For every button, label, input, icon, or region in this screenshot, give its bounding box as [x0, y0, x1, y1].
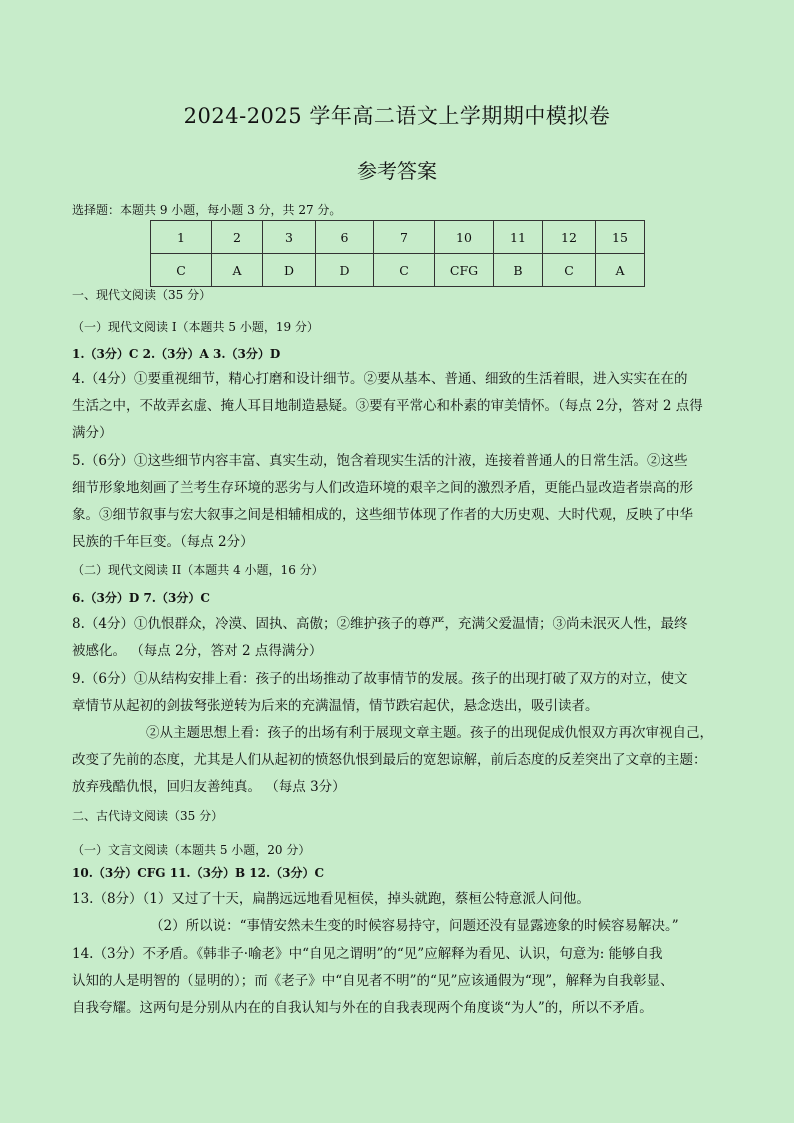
table-cell: 12 — [543, 221, 596, 254]
answer-q9 — [72, 666, 724, 801]
answer-table — [150, 220, 645, 287]
subsection-heading: （一）文言文阅读（本题共 5 小题，20 分） — [72, 843, 311, 857]
table-cell: C — [151, 254, 212, 287]
table-cell: C — [543, 254, 596, 287]
table-cell: D — [263, 254, 316, 287]
table-cell: C — [374, 254, 435, 287]
table-cell: B — [494, 254, 543, 287]
answer-line: 满分） — [72, 425, 113, 441]
table-cell: 6 — [316, 221, 374, 254]
answer-line: 8.（4分）①仇恨群众，冷漠、固执、高傲；②维护孩子的尊严，充满父爱温情；③尚未泯灭人性，最终 — [72, 616, 688, 632]
answer-q13 — [72, 886, 724, 940]
table-cell: 2 — [212, 221, 263, 254]
page-subtitle: 参考答案 — [357, 159, 437, 183]
answer-line: 改变了先前的态度，尤其是人们从起初的愤怒仇恨到最后的宽恕谅解，前后态度的反差突出了文章的主题： — [72, 752, 707, 768]
section-heading: 一、现代文阅读（35 分） — [72, 288, 212, 302]
table-cell: 7 — [374, 221, 435, 254]
answer-line: 生活之中，不故弄玄虚、掩人耳目地制造悬疑。③要有平常心和朴素的审美情怀。（每点 2分，答对 2 点得 — [72, 398, 703, 414]
answer-line: 自我夸耀。这两句是分别从内在的自我认知与外在的自我表现两个角度谈“为人”的，所以不矛盾。 — [72, 1000, 653, 1016]
answer-line: 象。③细节叙事与宏大叙事之间是相辅相成的，这些细节体现了作者的大历史观、大时代观，反映了中华 — [72, 507, 693, 523]
page-title: 2024-2025 学年高二语文上学期期中模拟卷 — [183, 104, 611, 128]
table-cell: 1 — [151, 221, 212, 254]
table-cell: A — [212, 254, 263, 287]
choice-intro: 选择题：本题共 9 小题，每小题 3 分，共 27 分。 — [72, 203, 342, 217]
answer-line: 10.（3分）CFG 11.（3分）B 12.（3分）C — [72, 866, 325, 880]
table-header-row — [151, 221, 645, 254]
answer-q5 — [72, 448, 724, 556]
answer-line: 民族的千年巨变。（每点 2分） — [72, 534, 254, 550]
subsection-heading: （一）现代文阅读 I（本题共 5 小题，19 分） — [72, 320, 319, 334]
answer-line: 1.（3分）C 2.（3分）A 3.（3分）D — [72, 347, 281, 361]
section-heading: 二、古代诗文阅读（35 分） — [72, 809, 224, 823]
answer-line: 5.（6分）①这些细节内容丰富、真实生动，饱含着现实生活的汁液，连接着普通人的日常生活。②这些 — [72, 453, 688, 469]
table-cell: D — [316, 254, 374, 287]
answer-line: 14.（3分）不矛盾。《韩非子·喻老》中“自见之谓明”的“见”应解释为看见、认识，句意为: 能够自我 — [72, 946, 663, 962]
table-cell: A — [596, 254, 645, 287]
answer-q14 — [72, 941, 724, 1022]
table-answer-row — [151, 254, 645, 287]
answer-line: ②从主题思想上看：孩子的出场有利于展现文章主题。孩子的出现促成仇恨双方再次审视自己， — [146, 725, 713, 741]
answer-line: 9.（6分）①从结构安排上看：孩子的出场推动了故事情节的发展。孩子的出现打破了双方的对立，使文 — [72, 671, 688, 687]
answer-q8 — [72, 611, 724, 665]
answer-line: 章情节从起初的剑拔弩张逆转为后来的充满温情，情节跌宕起伏，悬念迭出，吸引读者。 — [72, 698, 599, 714]
answer-line: 细节形象地刻画了兰考生存环境的恶劣与人们改造环境的艰辛之间的激烈矛盾，更能凸显改造者崇高的形 — [72, 480, 693, 496]
subsection-heading: （二）现代文阅读 II（本题共 4 小题，16 分） — [72, 563, 324, 577]
table-cell: 3 — [263, 221, 316, 254]
answer-line: 认知的人是明智的（显明的）；而《老子》中“自见者不明”的“见”应该通假为“现”，解释为自我彰显、 — [72, 973, 674, 989]
answer-line: 放弃残酷仇恨，回归友善纯真。 （每点 3分） — [72, 779, 346, 795]
answer-line: 被感化。 （每点 2分，答对 2 点得满分） — [72, 643, 323, 659]
table-cell: 15 — [596, 221, 645, 254]
answer-q4 — [72, 366, 724, 447]
answer-line: 6.（3分）D 7.（3分）C — [72, 591, 210, 605]
table-cell: CFG — [435, 254, 494, 287]
table-cell: 10 — [435, 221, 494, 254]
answer-line: 4.（4分）①要重视细节，精心打磨和设计细节。②要从基本、普通、细致的生活着眼，进入实实在在的 — [72, 371, 688, 387]
table-cell: 11 — [494, 221, 543, 254]
answer-line: 13.（8分）（1）又过了十天，扁鹊远远地看见桓侯，掉头就跑，蔡桓公特意派人问他。 — [72, 891, 590, 907]
answer-line: （2）所以说：“事情安然未生变的时候容易持守，问题还没有显露迹象的时候容易解决。” — [150, 918, 679, 934]
